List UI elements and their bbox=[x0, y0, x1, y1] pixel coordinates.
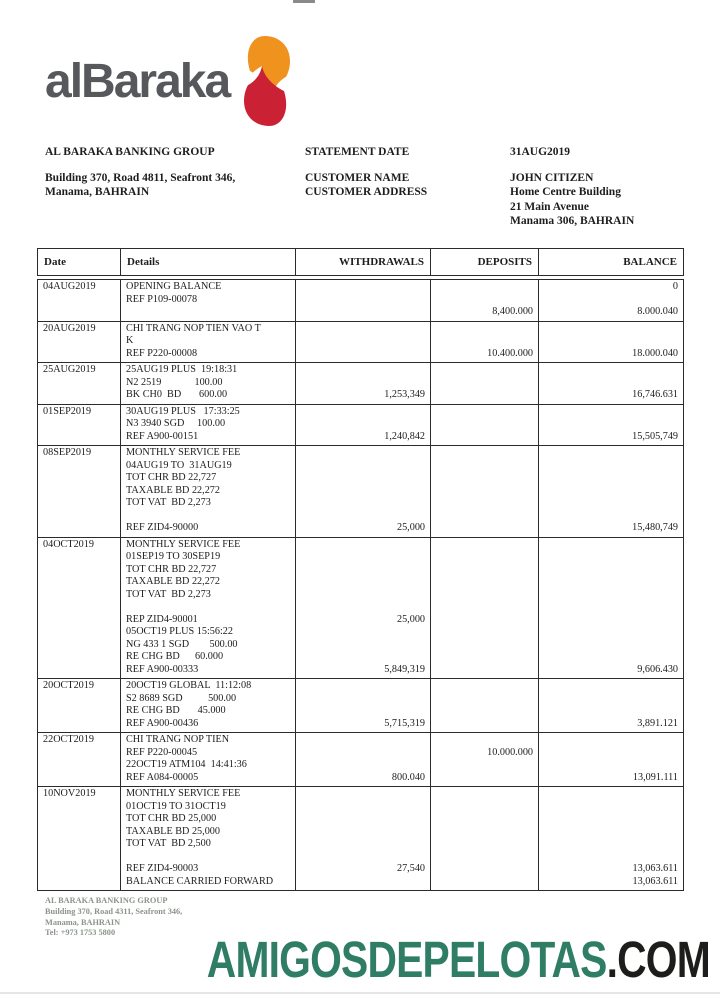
cell-details: 30AUG19 PLUS 17:33:25 N3 3940 SGD 100.00 REF A900-00151 bbox=[121, 404, 296, 446]
cell-withdrawals: 800.040 bbox=[296, 733, 431, 787]
cell-balance: 13,063.611 13,063.611 bbox=[539, 787, 684, 891]
table-row bbox=[38, 537, 684, 679]
statement-labels-block bbox=[305, 145, 505, 200]
cell-withdrawals bbox=[296, 280, 431, 322]
table-row bbox=[38, 321, 684, 363]
albaraka-logo bbox=[45, 32, 305, 128]
cell-date: 01SEP2019 bbox=[38, 404, 121, 446]
cell-balance: 18.000.040 bbox=[539, 321, 684, 363]
cell-withdrawals bbox=[296, 321, 431, 363]
cell-deposits bbox=[431, 679, 539, 733]
footer-line: Building 370, Road 4311, Seafront 346, bbox=[45, 906, 183, 916]
cell-date: 08SEP2019 bbox=[38, 446, 121, 538]
statement-table-header bbox=[37, 248, 684, 276]
cell-date: 04OCT2019 bbox=[38, 537, 121, 679]
statement-date-value: 31AUG2019 bbox=[510, 146, 571, 158]
cell-withdrawals: 1,253,349 bbox=[296, 363, 431, 405]
statement-table bbox=[37, 248, 683, 891]
cell-details: 20OCT19 GLOBAL 11:12:08 S2 8689 SGD 500.00 RE CHG BD 45.000 REF A900-00436 bbox=[121, 679, 296, 733]
bank-info-block bbox=[45, 145, 295, 200]
cell-deposits: 8,400.000 bbox=[431, 280, 539, 322]
customer-address-line3: Manama 306, BAHRAIN bbox=[510, 214, 635, 227]
table-row bbox=[38, 446, 684, 538]
customer-name-value: JOHN CITIZEN bbox=[510, 172, 594, 185]
cell-balance: 0 8.000.040 bbox=[539, 280, 684, 322]
watermark bbox=[207, 933, 710, 989]
cell-deposits bbox=[431, 787, 539, 891]
cell-withdrawals: 25,000 5,849,319 bbox=[296, 537, 431, 679]
footer-line: Manama, BAHRAIN bbox=[45, 917, 121, 927]
cell-date: 10NOV2019 bbox=[38, 787, 121, 891]
customer-address-label: CUSTOMER ADDRESS bbox=[305, 186, 428, 199]
table-row bbox=[38, 404, 684, 446]
footer-line: Tel: +973 1753 5800 bbox=[45, 928, 116, 938]
cell-date: 25AUG2019 bbox=[38, 363, 121, 405]
statement-values-block bbox=[510, 145, 695, 228]
cell-details: MONTHLY SERVICE FEE 01SEP19 TO 30SEP19 TOT CHR BD 22,727 TAXABLE BD 22,272 TOT VAT BD 2,273 REP ZID4-90001 05OCT19 PLUS 15:56:22 NG 433 1 SGD 500.00 RE CHG BD 60.000 REF A900-00333 bbox=[121, 537, 296, 679]
cell-date: 22OCT2019 bbox=[38, 733, 121, 787]
cell-withdrawals: 27,540 bbox=[296, 787, 431, 891]
cell-deposits bbox=[431, 363, 539, 405]
cell-details: 25AUG19 PLUS 19:18:31 N2 2519 100.00 BK CH0 BD 600.00 bbox=[121, 363, 296, 405]
column-header-deposits: DEPOSITS bbox=[431, 249, 539, 276]
cell-date: 20AUG2019 bbox=[38, 321, 121, 363]
column-header-date: Date bbox=[38, 249, 121, 276]
bank-name: AL BARAKA BANKING GROUP bbox=[45, 146, 215, 158]
customer-name-label: CUSTOMER NAME bbox=[305, 172, 410, 185]
cell-balance: 13,091.111 bbox=[539, 733, 684, 787]
table-row bbox=[38, 679, 684, 733]
statement-rows bbox=[38, 280, 684, 891]
footer-bank-info bbox=[45, 896, 182, 939]
column-header-details: Details bbox=[121, 249, 296, 276]
column-header-balance: BALANCE bbox=[539, 249, 684, 276]
table-row bbox=[38, 733, 684, 787]
page-top-notch bbox=[293, 0, 315, 3]
cell-date: 04AUG2019 bbox=[38, 280, 121, 322]
cell-balance: 15,480,749 bbox=[539, 446, 684, 538]
cell-balance: 16,746.631 bbox=[539, 363, 684, 405]
column-header-withdrawals: WITHDRAWALS bbox=[296, 249, 431, 276]
cell-balance: 15,505,749 bbox=[539, 404, 684, 446]
statement-table-body bbox=[37, 279, 684, 891]
customer-address-line2: 21 Main Avenue bbox=[510, 200, 590, 213]
logo-text: alBaraka bbox=[45, 55, 230, 108]
page-bottom-border bbox=[0, 992, 720, 994]
statement-date-label: STATEMENT DATE bbox=[305, 146, 410, 158]
cell-withdrawals: 25,000 bbox=[296, 446, 431, 538]
cell-details: CHI TRANG NOP TIEN VAO T K REF P220-00008 bbox=[121, 321, 296, 363]
cell-date: 20OCT2019 bbox=[38, 679, 121, 733]
watermark-tld: .COM bbox=[606, 931, 710, 988]
cell-details: CHI TRANG NOP TIEN REF P220-00045 22OCT19 ATM104 14:41:36 REF A084-00005 bbox=[121, 733, 296, 787]
cell-details: MONTHLY SERVICE FEE 04AUG19 TO 31AUG19 TOT CHR BD 22,727 TAXABLE BD 22,272 TOT VAT BD 2,273 REF ZID4-90000 bbox=[121, 446, 296, 538]
cell-deposits: 10.400.000 bbox=[431, 321, 539, 363]
table-row bbox=[38, 363, 684, 405]
watermark-name: AMIGOSDEPELOTAS bbox=[206, 931, 607, 988]
footer-line: AL BARAKA BANKING GROUP bbox=[45, 896, 168, 905]
cell-details: MONTHLY SERVICE FEE 01OCT19 TO 31OCT19 TOT CHR BD 25,000 TAXABLE BD 25,000 TOT VAT BD 2,500 REF ZID4-90003 BALANCE CARRIED FORWARD bbox=[121, 787, 296, 891]
cell-balance: 3,891.121 bbox=[539, 679, 684, 733]
albaraka-flame-icon bbox=[231, 34, 303, 128]
bank-address-line1: Building 370, Road 4811, Seafront 346, bbox=[45, 172, 236, 185]
cell-deposits bbox=[431, 537, 539, 679]
table-row bbox=[38, 787, 684, 891]
table-row bbox=[38, 280, 684, 322]
cell-withdrawals: 1,240,842 bbox=[296, 404, 431, 446]
bank-address-line2: Manama, BAHRAIN bbox=[45, 186, 150, 199]
cell-deposits bbox=[431, 446, 539, 538]
customer-address-line1: Home Centre Building bbox=[510, 186, 621, 199]
cell-withdrawals: 5,715,319 bbox=[296, 679, 431, 733]
cell-balance: 9,606.430 bbox=[539, 537, 684, 679]
cell-deposits bbox=[431, 404, 539, 446]
cell-details: OPENING BALANCE REF P109-00078 bbox=[121, 280, 296, 322]
cell-deposits: 10.000.000 bbox=[431, 733, 539, 787]
